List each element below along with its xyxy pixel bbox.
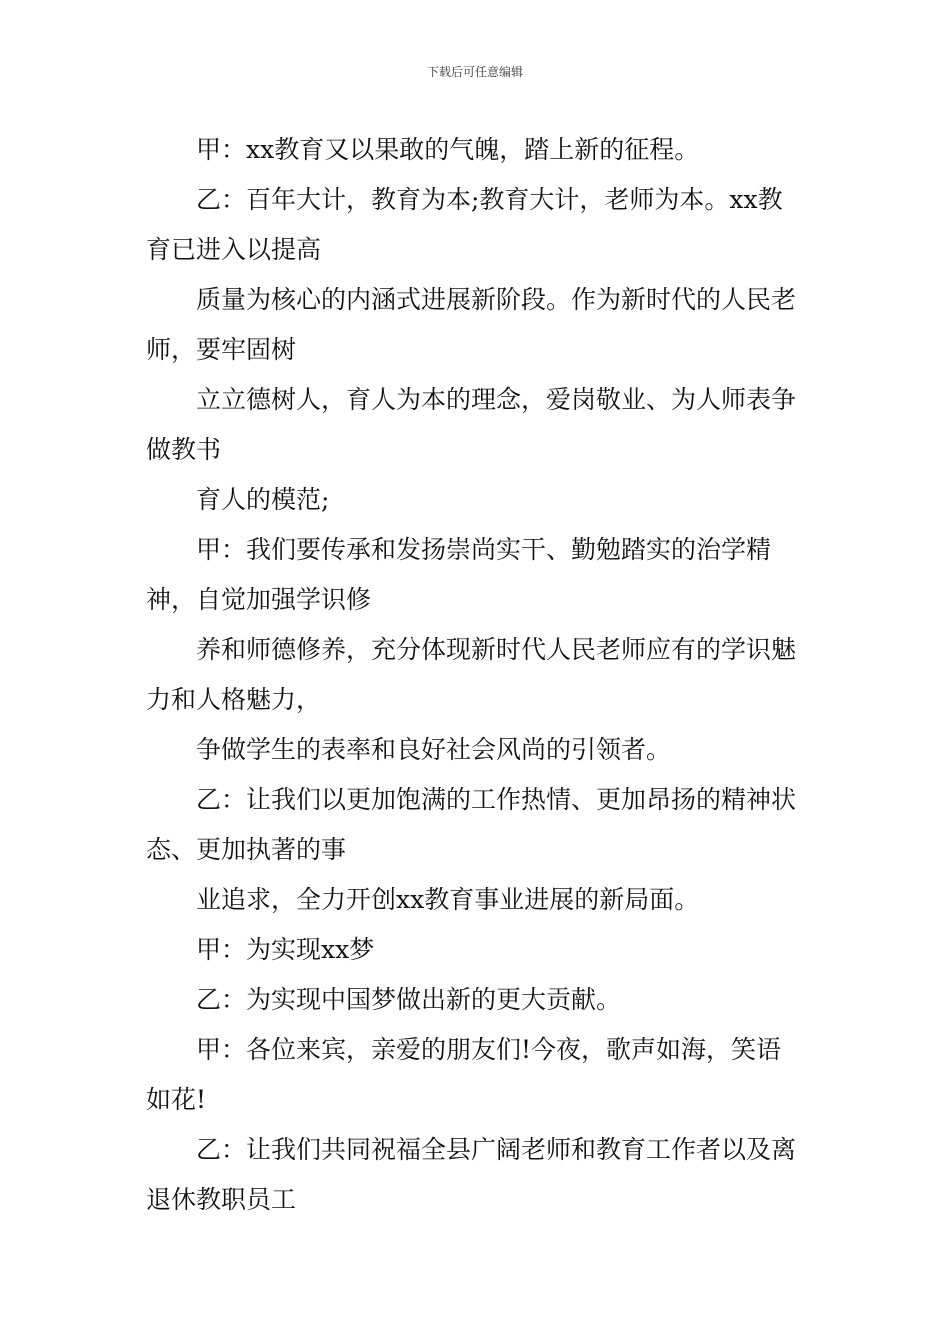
paragraph: 质量为核心的内涵式进展新阶段。作为新时代的人民老师，要牢固树 — [146, 285, 797, 364]
paragraph: 争做学生的表率和良好社会风尚的引领者。 — [196, 735, 672, 764]
paragraph: 立立德树人，育人为本的理念，爱岗敬业、为人师表争做教书 — [146, 385, 797, 464]
paragraph: 业追求，全力开创xx教育事业进展的新局面。 — [196, 885, 700, 914]
paragraph: 育人的模范; — [196, 485, 330, 514]
paragraph: 甲：为实现xx梦 — [196, 935, 375, 964]
page-header-note: 下载后可任意编辑 — [426, 65, 523, 79]
paragraph: 乙：让我们共同祝福全县广阔老师和教育工作者以及离退休教职员工 — [146, 1135, 797, 1214]
paragraph: 甲：各位来宾，亲爱的朋友们!今夜，歌声如海，笑语如花! — [146, 1035, 782, 1114]
paragraph: 养和师德修养，充分体现新时代人民老师应有的学识魅力和人格魅力， — [146, 635, 797, 714]
paragraph: 乙：为实现中国梦做出新的更大贡献。 — [196, 985, 622, 1014]
paragraph: 乙：让我们以更加饱满的工作热情、更加昂扬的精神状态、更加执著的事 — [146, 785, 797, 864]
paragraph: 甲：我们要传承和发扬崇尚实干、勤勉踏实的治学精神，自觉加强学识修 — [146, 535, 772, 614]
document-body — [146, 125, 806, 1225]
paragraph: 乙：百年大计，教育为本;教育大计，老师为本。xx教育已进入以提高 — [146, 185, 783, 264]
paragraph: 甲：xx教育又以果敢的气魄，踏上新的征程。 — [196, 135, 700, 164]
